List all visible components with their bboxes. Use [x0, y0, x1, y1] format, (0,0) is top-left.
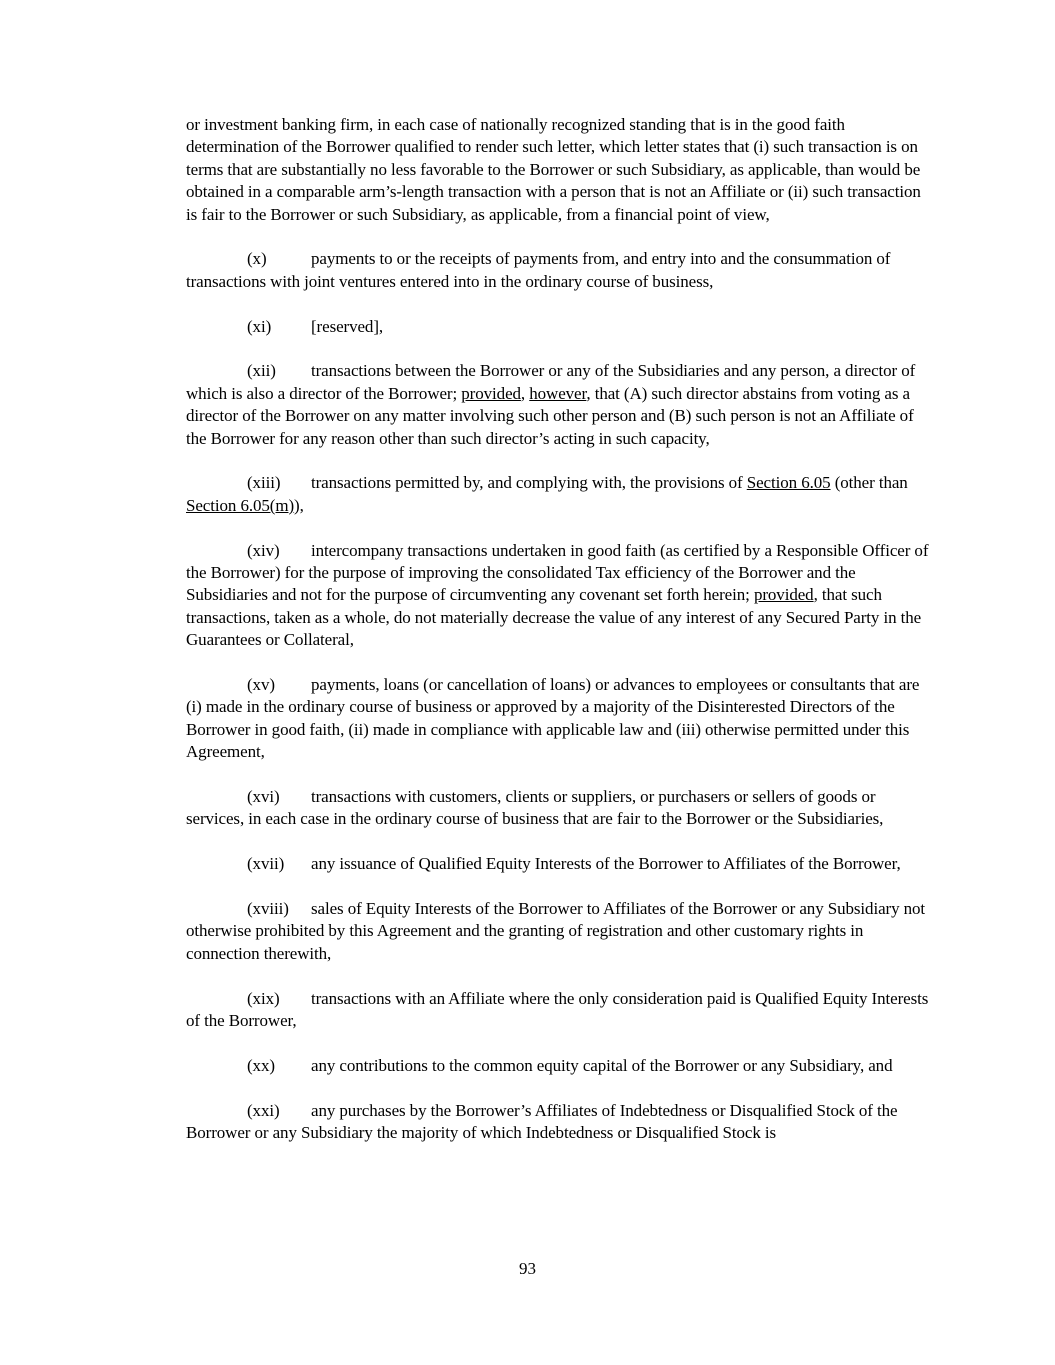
clause-label: (xiii)	[247, 473, 281, 493]
clause-label: (xxi)	[247, 1100, 280, 1120]
clause-xiv	[186, 540, 936, 652]
clause-label: (xiv)	[247, 540, 280, 560]
text-run: sales of Equity Interests of the Borrower to Affiliates of the Borrower or any Subsidiary not otherwise prohibited by this Agreement and the granting of registration and other customary rights in connection therewith,	[186, 899, 926, 963]
document-body	[186, 114, 936, 1167]
clause-label: (xvi)	[247, 787, 280, 807]
underlined-text-run: Section 6.05(m)	[186, 495, 295, 515]
text-run: transactions with an Affiliate where the only consideration paid is Qualified Equity Interests of the Borrower,	[186, 988, 929, 1031]
text-run: payments, loans (or cancellation of loans) or advances to employees or consultants that are (i) made in the ordinary course of business or approved by a majority of the Disinterested Directors of the Borrower in good faith, (ii) made in compliance with applicable law and (iii) otherwise permitted under this Agreement,	[186, 675, 920, 762]
clause-xix	[186, 988, 936, 1033]
underlined-text-run: Section 6.05	[746, 473, 831, 493]
clause-label: (xii)	[247, 361, 276, 381]
text-run: , that (A) such director abstains from voting as a director of the Borrower on any matter involving such other person and (B) such person is not an Affiliate of the Borrower for any reason other than such director’s acting in such capacity,	[186, 383, 914, 448]
clause-label: (xix)	[247, 988, 280, 1008]
clause-label: (x)	[247, 249, 267, 269]
clause-label: (xv)	[247, 675, 275, 695]
text-run: (other than	[830, 473, 908, 493]
clause-xi	[186, 316, 936, 338]
clause-label: (xx)	[247, 1055, 275, 1075]
text-run: payments to or the receipts of payments from, and entry into and the consummation of transactions with joint ventures entered into in the ordinary course of business,	[186, 249, 891, 291]
underlined-text-run: provided	[753, 585, 814, 605]
text-run: transactions permitted by, and complying with, the provisions of	[311, 473, 747, 493]
underlined-text-run: however	[529, 383, 587, 403]
text-run: transactions with customers, clients or suppliers, or purchasers or sellers of goods or services, in each case in the ordinary course of business that are fair to the Borrower or the Subsidiaries,	[186, 787, 884, 829]
paragraph-continuation	[186, 114, 936, 226]
text-run: any contributions to the common equity capital of the Borrower or any Subsidiary, and	[311, 1055, 893, 1075]
text-run: intercompany transactions undertaken in good faith (as certified by a Responsible Officer of the Borrower) for the purpose of improving the consolidated Tax efficiency of the Borrower and the Subsidiaries and not for the purpose of circumventing any covenant set forth herein;	[186, 540, 929, 605]
text-run: any issuance of Qualified Equity Interests of the Borrower to Affiliates of the Borrower,	[311, 854, 901, 874]
clause-xii	[186, 360, 936, 450]
clause-xxi	[186, 1100, 936, 1145]
clause-label: (xvii)	[247, 854, 285, 874]
text-run: or investment banking firm, in each case of nationally recognized standing that is in the good faith determination of the Borrower qualified to render such letter, which letter states that (i) such transaction is on terms that are substantially no less favorable to the Borrower or such Subsidiary, as applicable, than would be obtained in a comparable arm’s-length transaction with a person that is not an Affiliate or (ii) such transaction is fair to the Borrower or such Subsidiary, as applicable, from a financial point of view,	[186, 115, 921, 224]
text-run: , that such transactions, taken as a whole, do not materially decrease the value of any interest of any Secured Party in the Guarantees or Collateral,	[186, 585, 922, 650]
text-run: transactions between the Borrower or any of the Subsidiaries and any person, a director of which is also a director of the Borrower;	[186, 361, 916, 403]
clause-xiii	[186, 472, 936, 517]
clause-x	[186, 248, 936, 293]
clause-xv	[186, 674, 936, 764]
underlined-text-run: provided	[461, 383, 521, 403]
clause-xviii	[186, 898, 936, 965]
text-run: any purchases by the Borrower’s Affiliates of Indebtedness or Disqualified Stock of the Borrower or any Subsidiary the majority of which Indebtedness or Disqualified Stock is	[186, 1100, 898, 1143]
text-run: ,	[520, 383, 530, 403]
text-run: ),	[294, 495, 304, 515]
clause-label: (xviii)	[247, 899, 289, 919]
page-number: 93	[519, 1259, 536, 1278]
clause-label: (xi)	[247, 316, 272, 336]
clause-xvii	[186, 853, 936, 875]
text-run: [reserved],	[311, 316, 384, 336]
clause-xx	[186, 1055, 936, 1077]
clause-xvi	[186, 786, 936, 831]
